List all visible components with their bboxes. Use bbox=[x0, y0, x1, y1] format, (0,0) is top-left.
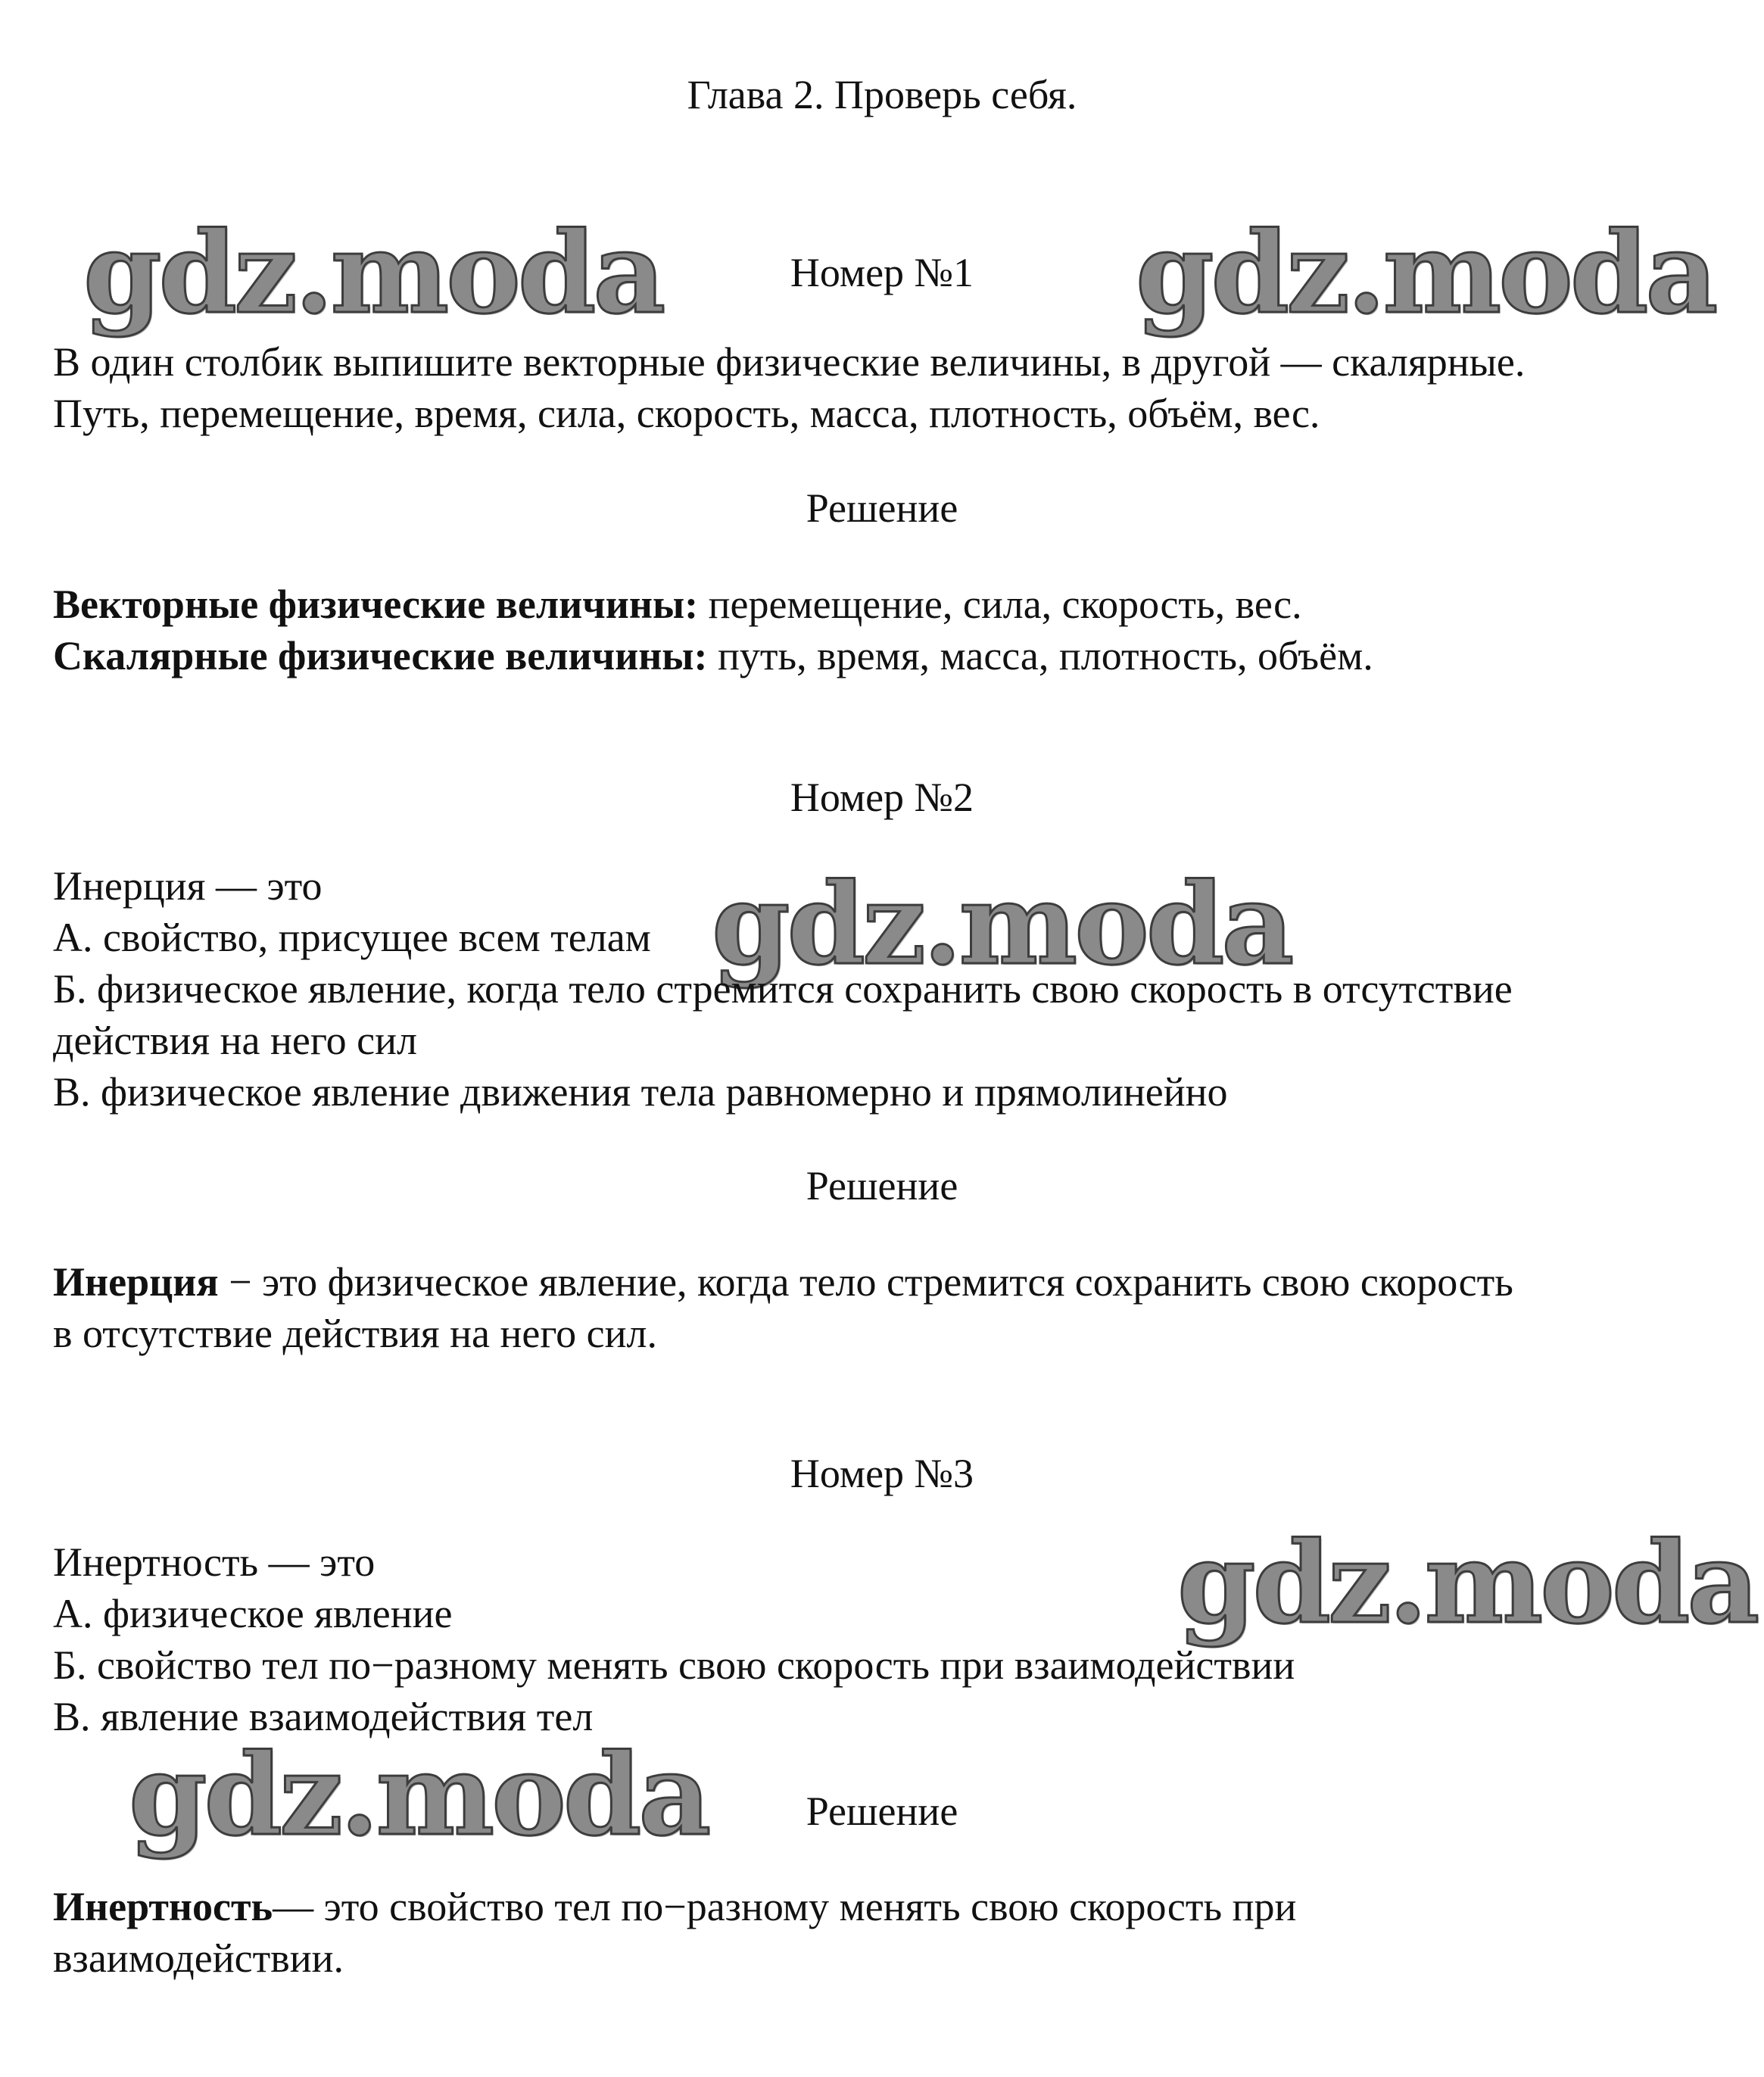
answer-text: перемещение, сила, скорость, вес. bbox=[698, 582, 1302, 627]
option-b: Б. физическое явление, когда тело стремится сохранить свою скорость в отсутствие bbox=[53, 966, 1513, 1012]
answer-text: − это физическое явление, когда тело стремится сохранить свою скорость bbox=[218, 1259, 1513, 1305]
option-c: В. физическое явление движения тела равномерно и прямолинейно bbox=[53, 1069, 1228, 1115]
answer-term: Инерция bbox=[53, 1259, 219, 1305]
watermark-logo: gdz.moda bbox=[712, 858, 1292, 990]
question-text: В один столбик выпишите векторные физические величины, в другой — скалярные. bbox=[53, 339, 1526, 385]
solution-heading: Решение bbox=[806, 1789, 958, 1834]
answer-term: Векторные физические величины: bbox=[53, 582, 699, 627]
option-b: Б. свойство тел по−разному менять свою скорость при взаимодействии bbox=[53, 1642, 1295, 1688]
task-number: Номер №3 bbox=[790, 1451, 974, 1496]
answer-line: в отсутствие действия на него сил. bbox=[53, 1311, 657, 1356]
answer-text: путь, время, масса, плотность, объём. bbox=[707, 633, 1373, 678]
answer-term: Инертность bbox=[53, 1884, 273, 1929]
solution-heading: Решение bbox=[806, 485, 958, 531]
answer-term: Скалярные физические величины: bbox=[53, 633, 708, 678]
answer-line bbox=[53, 1257, 1513, 1307]
solution-heading: Решение bbox=[806, 1163, 958, 1208]
answer-text: — это свойство тел по−разному менять свою скорость при bbox=[273, 1884, 1297, 1929]
chapter-title: Глава 2. Проверь себя. bbox=[687, 72, 1077, 117]
task-number: Номер №1 bbox=[790, 250, 974, 295]
option-a: А. физическое явление bbox=[53, 1591, 453, 1636]
answer-line bbox=[53, 579, 1302, 629]
answer-line bbox=[53, 1882, 1296, 1932]
option-b-continued: действия на него сил bbox=[53, 1018, 417, 1063]
watermark-logo: gdz.moda bbox=[1136, 207, 1716, 338]
watermark-logo: gdz.moda bbox=[129, 1729, 709, 1860]
option-a: А. свойство, присущее всем телам bbox=[53, 915, 651, 960]
question-text: Инерция — это bbox=[53, 863, 323, 909]
watermark-logo: gdz.moda bbox=[1177, 1517, 1757, 1648]
question-text: Путь, перемещение, время, сила, скорость, масса, плотность, объём, вес. bbox=[53, 391, 1320, 436]
question-text: Инертность — это bbox=[53, 1539, 376, 1585]
answer-line bbox=[53, 631, 1373, 681]
answer-line: взаимодействии. bbox=[53, 1935, 344, 1981]
watermark-logo: gdz.moda bbox=[83, 207, 663, 338]
option-c: В. явление взаимодействия тел bbox=[53, 1694, 594, 1739]
task-number: Номер №2 bbox=[790, 775, 974, 820]
